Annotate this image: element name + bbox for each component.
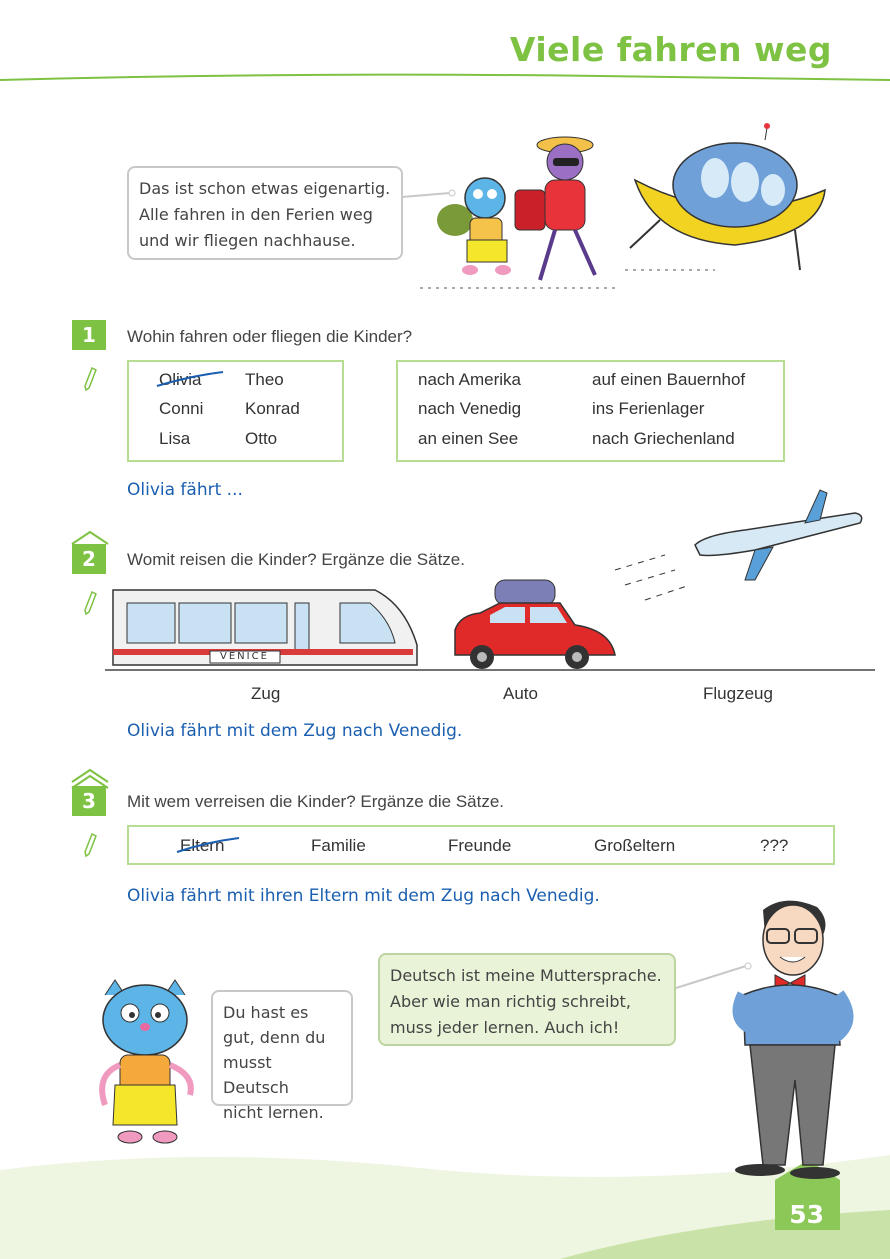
blue-monster-figure bbox=[437, 178, 511, 275]
strikethrough-mark bbox=[155, 368, 227, 390]
place-see: an einen See bbox=[418, 429, 519, 448]
alien-tourist-figure bbox=[515, 137, 595, 280]
teacher-speech-bubble bbox=[378, 953, 676, 1046]
monster-speech-bubble bbox=[211, 990, 353, 1122]
task-number-2: 2 bbox=[72, 544, 106, 574]
vehicle-label-zug: Zug bbox=[251, 684, 281, 703]
bubble-line: Alle fahren in den Ferien weg bbox=[139, 205, 373, 224]
monster-figure bbox=[85, 975, 205, 1155]
name-theo: Theo bbox=[245, 370, 284, 389]
bubble-line: Aber wie man richtig schreibt, bbox=[390, 992, 631, 1011]
vehicle-label-flugzeug: Flugzeug bbox=[703, 684, 773, 703]
place-amerika: nach Amerika bbox=[418, 370, 521, 389]
task2-example-answer: Olivia fährt mit dem Zug nach Venedig. bbox=[127, 721, 463, 741]
companion-freunde: Freunde bbox=[448, 836, 512, 855]
task3-question: Mit wem verreisen die Kinder? Ergänze die Sätze. bbox=[127, 792, 505, 811]
bubble-line: gut, denn du bbox=[223, 1028, 326, 1047]
task1-example-answer: Olivia fährt ... bbox=[127, 480, 243, 500]
task2-question: Womit reisen die Kinder? Ergänze die Sätze. bbox=[127, 550, 465, 569]
teacher-figure bbox=[705, 895, 865, 1180]
name-konrad: Konrad bbox=[245, 399, 300, 418]
pencil-icon bbox=[82, 832, 98, 858]
name-lisa: Lisa bbox=[159, 429, 191, 448]
companion-grosseltern: Großeltern bbox=[594, 836, 676, 855]
intro-speech-bubble bbox=[127, 166, 403, 260]
car bbox=[455, 580, 615, 669]
task-number-1: 1 bbox=[72, 320, 106, 350]
companion-familie: Familie bbox=[311, 836, 366, 855]
place-venedig: nach Venedig bbox=[418, 399, 522, 418]
intro-illustration bbox=[415, 120, 840, 295]
name-otto: Otto bbox=[245, 429, 278, 448]
bubble-line: muss jeder lernen. Auch ich! bbox=[390, 1018, 620, 1037]
vehicle-label-auto: Auto bbox=[503, 684, 538, 703]
pencil-icon bbox=[82, 366, 98, 392]
place-ferienlager: ins Ferienlager bbox=[592, 399, 705, 418]
bubble-line: Das ist schon etwas eigenartig. bbox=[139, 179, 391, 198]
place-griechenland: nach Griechenland bbox=[592, 429, 735, 448]
name-olivia: Olivia bbox=[159, 370, 202, 389]
train-sign: VENICE bbox=[220, 651, 269, 662]
place-bauernhof: auf einen Bauernhof bbox=[592, 370, 746, 389]
task1-question: Wohin fahren oder fliegen die Kinder? bbox=[127, 327, 413, 346]
task-number-3: 3 bbox=[72, 786, 106, 816]
task3-example-answer: Olivia fährt mit ihren Eltern mit dem Zug nach Venedig. bbox=[127, 886, 600, 906]
ufo-spaceship bbox=[630, 123, 825, 270]
page-number: 53 bbox=[789, 1200, 824, 1229]
page-title: Viele fahren weg bbox=[509, 30, 832, 69]
bubble-line: nicht lernen. bbox=[223, 1103, 324, 1122]
airplane bbox=[615, 490, 862, 600]
bubble-line: Deutsch ist meine Muttersprache. bbox=[390, 966, 662, 985]
bubble-line: und wir fliegen nachhause. bbox=[139, 231, 356, 250]
vehicles-illustration bbox=[105, 485, 880, 675]
bubble-line: musst Deutsch bbox=[223, 1053, 289, 1097]
pencil-icon bbox=[82, 590, 98, 616]
companion-eltern: Eltern bbox=[180, 836, 225, 855]
companion-unknown: ??? bbox=[760, 836, 789, 855]
bubble-line: Du hast es bbox=[223, 1003, 309, 1022]
name-conni: Conni bbox=[159, 399, 204, 418]
strikethrough-mark bbox=[175, 834, 243, 856]
